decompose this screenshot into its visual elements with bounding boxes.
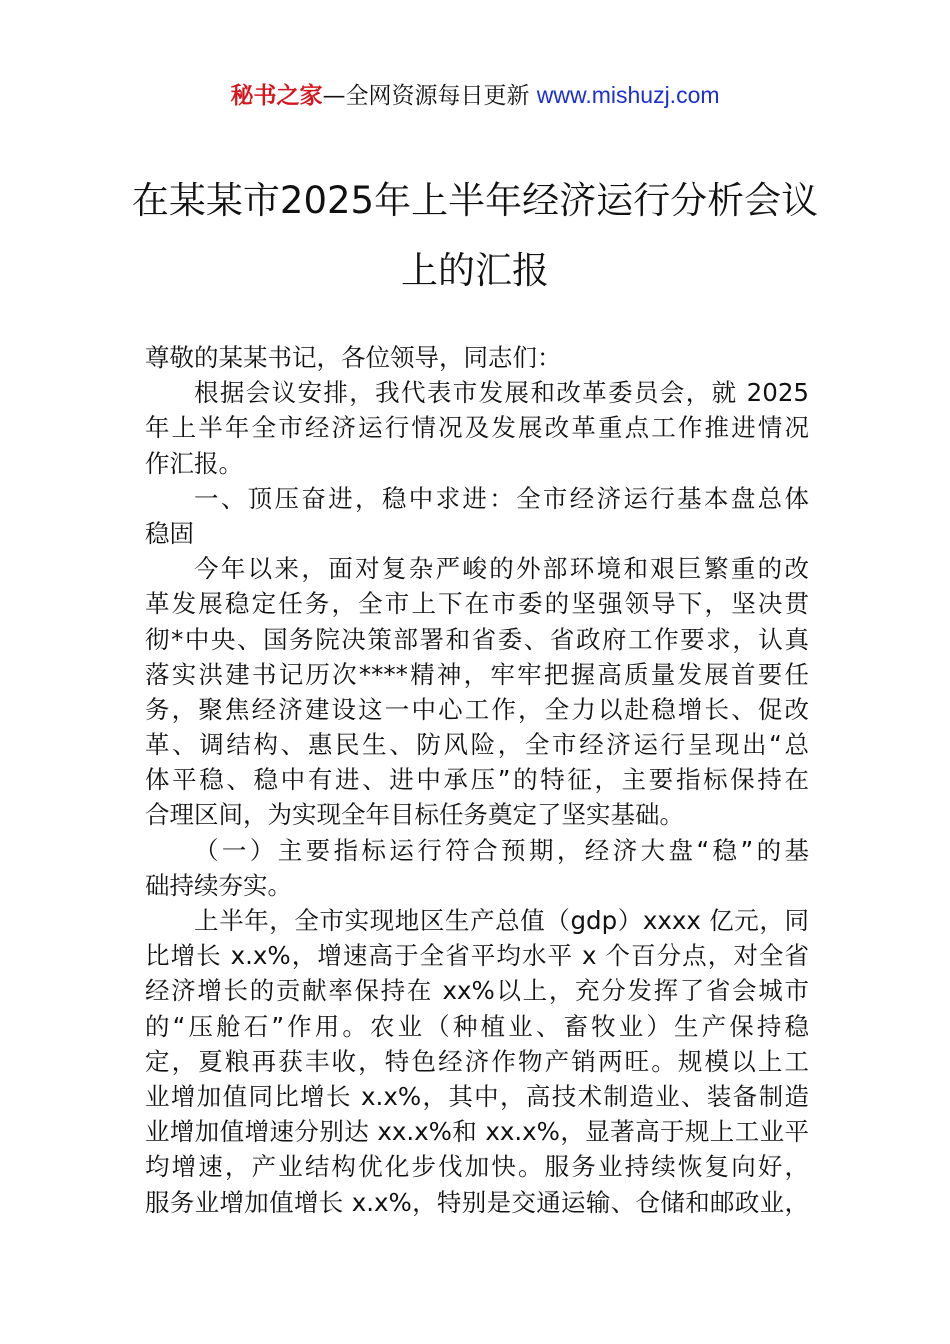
subsection-heading-line: 础持续夯实。 [145, 870, 292, 900]
title-line: 上的汇报 [401, 249, 549, 292]
paragraph-line: 的“压舱石”作用。农业（种植业、畜牧业）生产保持稳 [145, 1011, 809, 1041]
paragraph-line: 年上半年全市经济运行情况及发展改革重点工作推进情况 [145, 413, 809, 443]
paragraph-line: 作汇报。 [145, 448, 243, 478]
paragraph-line: 务，聚焦经济建设这一中心工作，全力以赴稳增长、促改 [145, 694, 809, 724]
site-brand: 秘书之家 [230, 83, 323, 109]
paragraph-line: 根据会议安排，我代表市发展和改革委员会，就 2025 [194, 378, 809, 408]
document-title [120, 166, 830, 306]
paragraph-line: 服务业增加值增长 x.x%，特别是交通运输、仓储和邮政业， [145, 1187, 809, 1217]
paragraph-line: 今年以来，面对复杂严峻的外部环境和艰巨繁重的改 [194, 554, 809, 584]
paragraph-line: 体平稳、稳中有进、进中承压”的特征，主要指标保持在 [145, 765, 809, 795]
paragraph-line: 业增加值增速分别达 xx.x%和 xx.x%，显著高于规上工业平 [145, 1117, 809, 1147]
paragraph-line: 上半年，全市实现地区生产总值（gdp）xxxx 亿元，同 [194, 906, 809, 935]
subsection-heading-line: （一）主要指标运行符合预期，经济大盘“稳”的基 [194, 835, 809, 865]
site-tagline: —全网资源每日更新 [322, 83, 530, 109]
paragraph-line: 彻*中央、国务院决策部署和省委、省政府工作要求，认真 [145, 624, 809, 654]
paragraph-line: 业增加值同比增长 x.x%，其中，高技术制造业、装备制造 [145, 1081, 809, 1111]
salutation: 尊敬的某某书记，各位领导，同志们： [145, 343, 562, 372]
paragraph-line: 经济增长的贡献率保持在 xx%以上，充分发挥了省会城市 [145, 976, 809, 1006]
paragraph-line: 定，夏粮再获丰收，特色经济作物产销两旺。规模以上工 [145, 1046, 809, 1076]
paragraph-line: 落实洪建书记历次****精神，牢牢把握高质量发展首要任 [145, 659, 809, 689]
paragraph-line: 均增速，产业结构优化步伐加快。服务业持续恢复向好， [145, 1152, 809, 1182]
paragraph-line: 合理区间，为实现全年目标任务奠定了坚实基础。 [145, 800, 684, 830]
paragraph-line: 革发展稳定任务，全市上下在市委的坚强领导下，坚决贯 [145, 589, 809, 619]
site-header [0, 78, 950, 113]
site-url[interactable]: www.mishuzj.com [536, 82, 720, 108]
title-line: 在某某市2025年上半年经济运行分析会议 [131, 179, 819, 222]
document-body [145, 340, 809, 1220]
section-heading-line: 一、顶压奋进，稳中求进：全市经济运行基本盘总体 [194, 483, 809, 513]
section-heading-line: 稳固 [145, 518, 194, 548]
paragraph-line: 革、调结构、惠民生、防风险，全市经济运行呈现出“总 [145, 730, 809, 760]
paragraph-line: 比增长 x.x%，增速高于全省平均水平 x 个百分点，对全省 [145, 941, 809, 971]
